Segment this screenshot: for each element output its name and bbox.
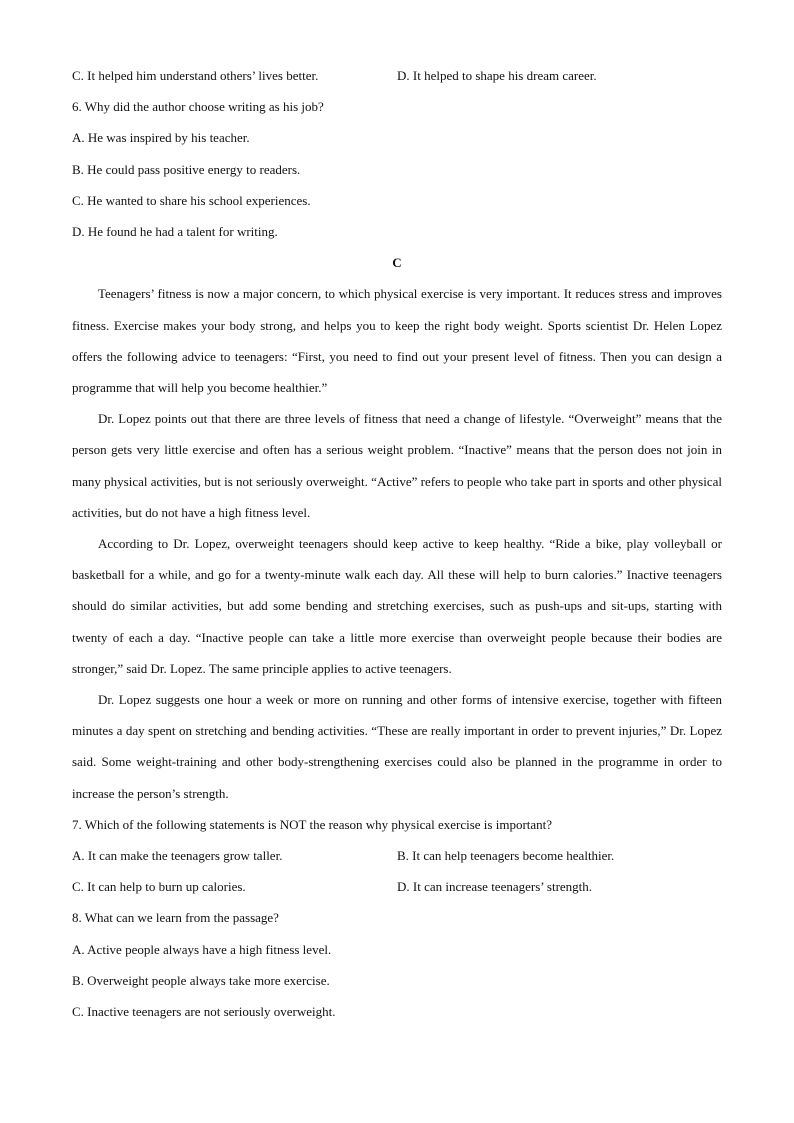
q5-option-c: C. It helped him understand others’ lives better.	[72, 68, 319, 83]
q7-option-c: C. It can help to burn up calories.	[72, 879, 246, 895]
section-c-heading: C	[392, 255, 402, 271]
q5-options-row	[72, 60, 722, 91]
q7-options-row-1	[72, 840, 722, 871]
q6-option-c: C. He wanted to share his school experiences.	[72, 192, 311, 208]
q8-option-a: A. Active people always have a high fitness level.	[72, 941, 332, 957]
q7-option-b: B. It can help teenagers become healthier.	[397, 847, 615, 863]
q7-stem: 7. Which of the following statements is NOT the reason why physical exercise is important?	[72, 816, 553, 832]
q6-option-d: D. He found he had a talent for writing.	[72, 223, 278, 239]
q7-options-row-2	[72, 871, 722, 902]
q7-option-d: D. It can increase teenagers’ strength.	[397, 879, 593, 895]
passage-paragraph-4: Dr. Lopez suggests one hour a week or more on running and other forms of intensive exercise, together with fifteen minutes a day spent on stretching and bending activities. “These are really important in order to prevent injuries,” Dr. Lopez said. Some weight-training and other body-strengthening exercises could also be planned in the programme in order to increase the person’s strength.	[72, 691, 722, 801]
section-c-passage	[72, 278, 722, 808]
exam-page	[72, 60, 722, 1027]
q5-option-d: D. It helped to shape his dream career.	[397, 68, 597, 83]
q8-option-b: B. Overweight people always take more exercise.	[72, 972, 330, 988]
passage-paragraph-2: Dr. Lopez points out that there are three levels of fitness that need a change of lifestyle. “Overweight” means that the person gets very little exercise and often has a serious weight problem. “Inactive” means that the person does not join in many physical activities, but is not seriously overweight. “Active” refers to people who take part in sports and other physical activities, but do not have a high fitness level.	[72, 411, 722, 520]
passage-paragraph-1: Teenagers’ fitness is now a major concern, to which physical exercise is very important. It reduces stress and improves fitness. Exercise makes your body strong, and helps you to keep the right body weight. Sports scientist Dr. Helen Lopez offers the following advice to teenagers: “First, you need to find out your present level of fitness. Then you can design a programme that will help you become healthier.”	[72, 286, 722, 395]
q8-stem: 8. What can we learn from the passage?	[72, 910, 279, 926]
passage-paragraph-3: According to Dr. Lopez, overweight teenagers should keep active to keep healthy. “Ride a bike, play volleyball or basketball for a while, and go for a twenty-minute walk each day. All these will help to burn calories.” Inactive teenagers should do similar activities, but add some bending and stretching exercises, such as push-ups and sit-ups, starting with twenty of each a day. “Inactive people can take a little more exercise than overweight people because their bodies are stronger,” said Dr. Lopez. The same principle applies to active teenagers.	[72, 535, 722, 676]
q8-option-c: C. Inactive teenagers are not seriously overweight.	[72, 1003, 336, 1019]
q7-option-a: A. It can make the teenagers grow taller.	[72, 847, 283, 863]
q6-option-a: A. He was inspired by his teacher.	[72, 130, 250, 146]
q6-stem: 6. Why did the author choose writing as his job?	[72, 99, 324, 115]
q6-option-b: B. He could pass positive energy to readers.	[72, 161, 301, 177]
